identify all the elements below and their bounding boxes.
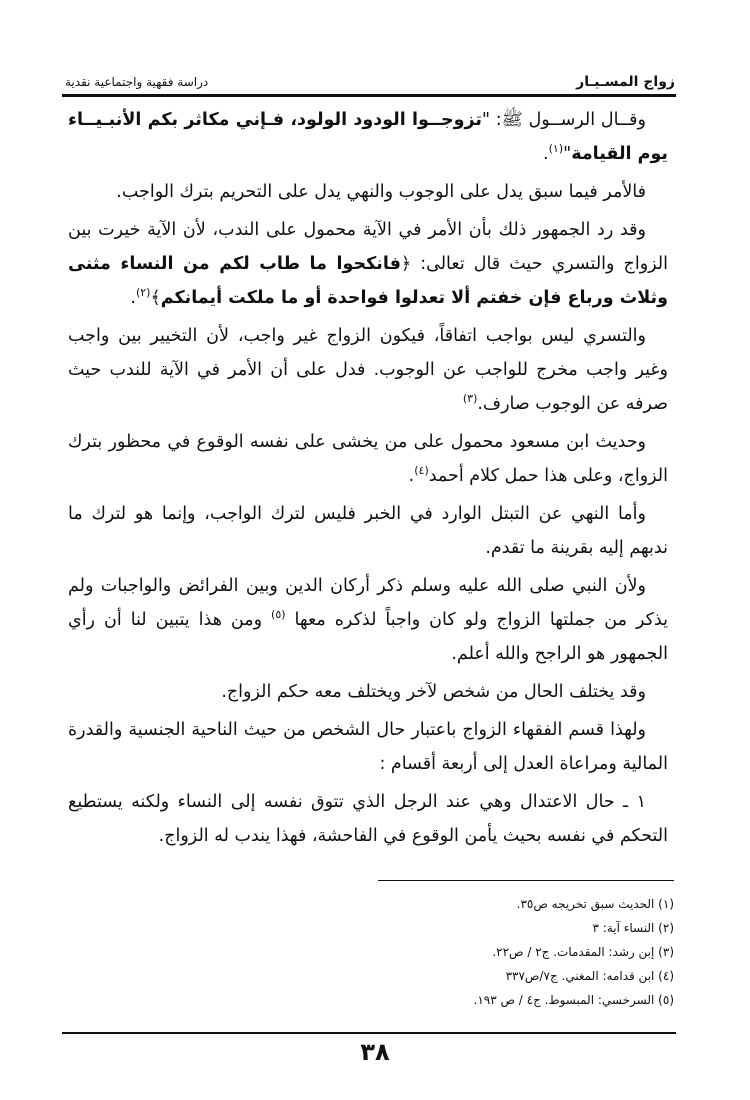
footnote-ref: (٤) xyxy=(414,464,429,478)
paragraph: وقــال الرســول ﷺ: "تزوجــوا الودود الولود، فـإني مكاثر بكم الأنبـيــاء يوم القيامة"$^{(١)}$. xyxy=(68,110,668,164)
body-text xyxy=(68,103,668,857)
paragraph: وقد يختلف الحال من شخص لآخر ويختلف معه حكم الزواج. xyxy=(221,682,646,702)
paragraph: ١ ـ حال الاعتدال وهي عند الرجل الذي تتوق نفسه إلى النساء ولكنه يستطيع التحكم في نفسه بحيث يأمن الوقوع في الفاحشة، فهذا يندب له الزواج. xyxy=(68,792,668,846)
running-header xyxy=(65,70,675,92)
paragraph: وقد رد الجمهور ذلك بأن الأمر في الآية محمول على الندب، لأن الآية خيرت بين الزواج والتسري حيث قال تعالى: ﴿فانكحوا ما طاب لكم من النساء مثنى وثلاث ورباع فإن خفتم ألا تعدلوا فواحدة أو ما ملكت أيمانكم﴾$^{(٢)}$. xyxy=(68,220,668,308)
paragraph: وأما النهي عن التبتل الوارد في الخبر فليس لترك الواجب، وإنما هو لترك ما ندبهم إليه بقرينة ما تقدم. xyxy=(68,504,668,558)
hadith-quote: تزوجــوا الودود الولود، فـإني مكاثر بكم الأنبـيــاء يوم القيامة xyxy=(68,110,668,164)
quran-quote: فانكحوا ما طاب لكم من النساء مثنى وثلاث ورباع فإن خفتم ألا تعدلوا فواحدة أو ما ملكت أيمانكم xyxy=(68,254,668,308)
footnote: (٢) النساء آية: ٣ xyxy=(592,921,674,935)
footer-rule xyxy=(62,1032,676,1034)
footnote-ref: (٢) xyxy=(135,286,151,300)
footnote-rule xyxy=(378,880,674,881)
page-number: ٣٨ xyxy=(360,1038,390,1066)
footnote: (٤) ابن قدامه: المغني. ج٧/ص٣٣٧ xyxy=(505,969,674,983)
footnote-ref: (٣) xyxy=(462,392,478,406)
footnote: (١) الحديث سبق تخريجه ص٣٥. xyxy=(516,897,674,911)
header-rule xyxy=(62,94,676,97)
footnote-ref: (٥) xyxy=(271,608,286,622)
footnote: (٥) السرخسي: المبسوط. ج٤ / ص ١٩٣. xyxy=(473,993,674,1007)
footnotes xyxy=(74,892,674,1012)
paragraph: ولأن النبي صلى الله عليه وسلم ذكر أركان الدين وبين الفرائض والواجبات ولم يذكر من جملتها الزواج ولو كان واجباً لذكره معها $^{(٥)}$ ومن هذا يتبين لنا أن رأي الجمهور هو الراجح والله أعلم. xyxy=(68,576,668,664)
book-subtitle: دراسة فقهية واجتماعية نقدية xyxy=(65,75,209,89)
paragraph: فالأمر فيما سبق يدل على الوجوب والنهي يدل على التحريم بترك الواجب. xyxy=(116,182,646,202)
footnote-ref: (١) xyxy=(548,142,564,156)
paragraph: والتسري ليس بواجب اتفاقاً، فيكون الزواج غير واجب، لأن التخيير بين واجب وغير واجب مخرج للواجب عن الوجوب. فدل على أن الأمر في الآية للندب حيث صرفه عن الوجوب صارف.$^{(٣)}$ xyxy=(68,326,668,414)
paragraph: ولهذا قسم الفقهاء الزواج باعتبار حال الشخص من حيث الناحية الجنسية والقدرة المالية ومراعاة العدل إلى أربعة أقسام : xyxy=(68,720,668,774)
book-title: زواج المسـيـار xyxy=(576,74,675,90)
footnote: (٣) إبن رشد: المقدمات. ج٢ / ص٢٢. xyxy=(492,945,674,959)
paragraph: وحديث ابن مسعود محمول على من يخشى على نفسه الوقوع في محظور بترك الزواج، وعلى هذا حمل كلام أحمد$^{(٤)}$. xyxy=(68,432,668,486)
